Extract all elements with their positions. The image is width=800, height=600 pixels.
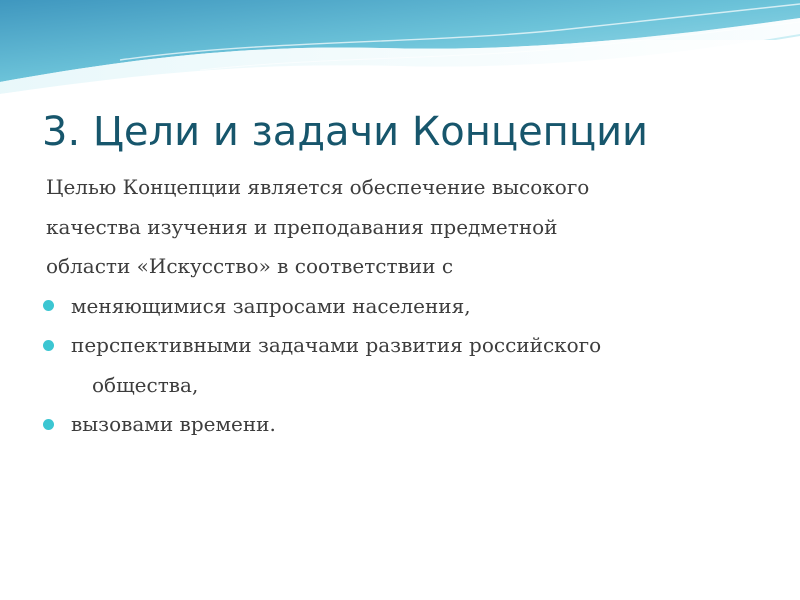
wave-header-decoration <box>0 0 800 100</box>
bullet-text: перспективными задачами развития российского <box>71 333 602 357</box>
intro-line: качества изучения и преподавания предметной <box>46 214 558 239</box>
bullet-text: вызовами времени. <box>71 412 276 436</box>
slide-title: 3. Цели и задачи Концепции <box>42 109 649 155</box>
bullet-item <box>0 287 800 327</box>
bullet-dot-icon <box>43 419 54 430</box>
bullet-item <box>0 405 800 445</box>
bullet-dot-icon <box>43 340 54 351</box>
bullet-item <box>0 326 800 366</box>
intro-line: Целью Концепции является обеспечение высокого <box>46 175 590 199</box>
bullet-continuation: общества, <box>92 372 199 397</box>
bullet-text: меняющимися запросами населения, <box>71 293 471 318</box>
bullet-dot-icon <box>43 300 54 311</box>
intro-line: области «Искусство» в соответствии с <box>46 254 454 278</box>
slide-body <box>0 168 800 445</box>
